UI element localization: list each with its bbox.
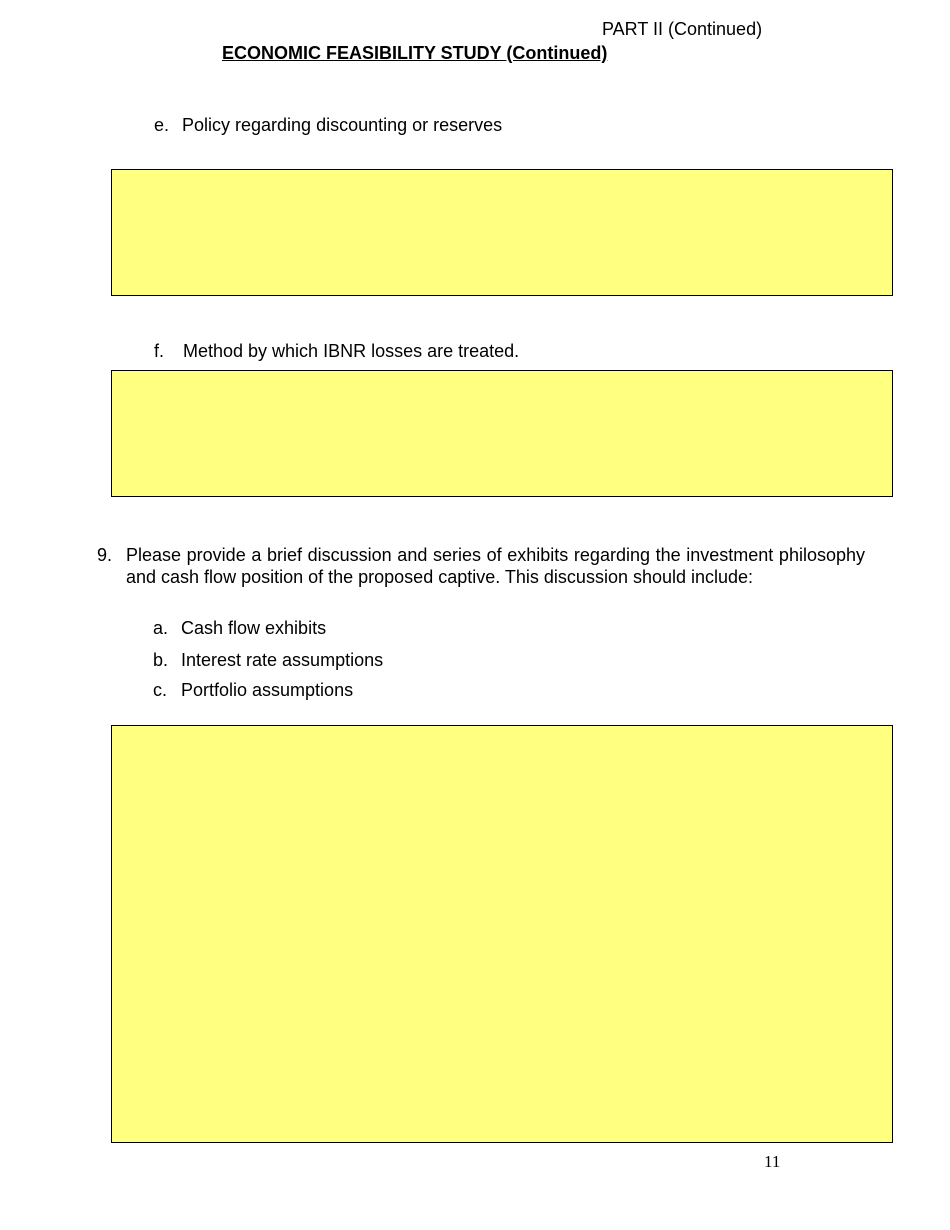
item-f-response-box[interactable] bbox=[111, 370, 893, 497]
item-e-letter: e. bbox=[154, 115, 170, 135]
subitem-a-letter: a. bbox=[153, 618, 169, 638]
item-f-text: Method by which IBNR losses are treated. bbox=[183, 341, 520, 361]
question-9-subitem-c bbox=[153, 680, 353, 701]
item-f bbox=[154, 341, 519, 362]
item-e-text: Policy regarding discounting or reserves bbox=[182, 115, 503, 135]
subitem-b-text: Interest rate assumptions bbox=[181, 650, 384, 670]
page-number: 11 bbox=[764, 1152, 781, 1171]
question-9-subitem-a bbox=[153, 618, 326, 639]
item-e-response-box[interactable] bbox=[111, 169, 893, 296]
subitem-b-letter: b. bbox=[153, 650, 169, 670]
subitem-c-letter: c. bbox=[153, 680, 168, 700]
part-header: PART II (Continued) bbox=[602, 19, 763, 39]
question-9-text: Please provide a brief discussion and series of exhibits regarding the investment philosophy and cash flow position of the proposed captive. This discussion should include: bbox=[126, 545, 865, 587]
question-9-number: 9. bbox=[97, 545, 113, 565]
subitem-c-text: Portfolio assumptions bbox=[181, 680, 354, 700]
subitem-a-text: Cash flow exhibits bbox=[181, 618, 327, 638]
item-e bbox=[154, 115, 502, 136]
item-f-letter: f. bbox=[154, 341, 165, 361]
question-9 bbox=[97, 544, 865, 588]
page-title: ECONOMIC FEASIBILITY STUDY (Continued) bbox=[222, 43, 608, 63]
question-9-subitem-b bbox=[153, 650, 383, 671]
question-9-response-box[interactable] bbox=[111, 725, 893, 1143]
